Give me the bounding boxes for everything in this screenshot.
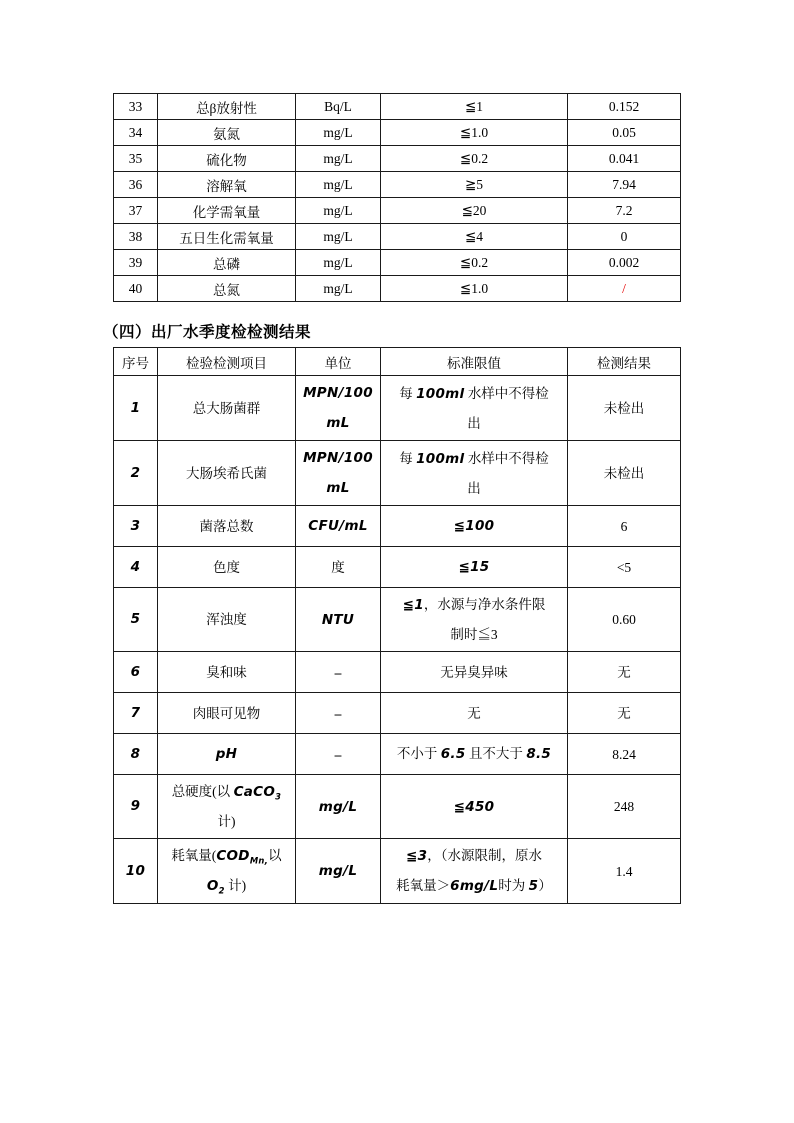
table-row <box>114 441 681 506</box>
cell-limit: ≦1，水源与净水条件限 制时≦3 <box>381 588 568 652</box>
cell-result: 未检出 <box>568 376 681 441</box>
cell-result: / <box>568 276 681 302</box>
cell-item: 总磷 <box>158 250 296 276</box>
cell-unit: – <box>296 652 381 693</box>
cell-unit: – <box>296 693 381 734</box>
table-row <box>114 588 681 652</box>
cell-item: 溶解氧 <box>158 172 296 198</box>
cell-unit: mg/L <box>296 120 381 146</box>
column-header-item: 检验检测项目 <box>158 348 296 376</box>
cell-limit: ≦15 <box>381 547 568 588</box>
cell-result: 0 <box>568 224 681 250</box>
cell-item: 臭和味 <box>158 652 296 693</box>
table-row <box>114 120 681 146</box>
cell-unit: mg/L <box>296 172 381 198</box>
table-row <box>114 172 681 198</box>
cell-item: 总β放射性 <box>158 94 296 120</box>
table-row <box>114 693 681 734</box>
column-header-unit: 单位 <box>296 348 381 376</box>
cell-limit: 不小于 6.5 且不大于 8.5 <box>381 734 568 775</box>
cell-unit: CFU/mL <box>296 506 381 547</box>
cell-no: 8 <box>114 734 158 775</box>
cell-unit: mg/L <box>296 276 381 302</box>
table-row <box>114 224 681 250</box>
cell-limit: 每 100ml 水样中不得检 出 <box>381 441 568 506</box>
cell-item: 耗氧量($COD_{Mn,}$以 $O_2$ 计) <box>158 839 296 904</box>
table-row <box>114 506 681 547</box>
cell-item: 化学需氧量 <box>158 198 296 224</box>
cell-unit: 度 <box>296 547 381 588</box>
cell-no: 6 <box>114 652 158 693</box>
cell-unit: mg/L <box>296 250 381 276</box>
cell-result: 0.05 <box>568 120 681 146</box>
cell-item: 硫化物 <box>158 146 296 172</box>
cell-limit: 无 <box>381 693 568 734</box>
cell-no: 34 <box>114 120 158 146</box>
cell-limit: ≦450 <box>381 775 568 839</box>
cell-limit: ≦3，（水源限制，原水 耗氧量＞6mg/L时为 5） <box>381 839 568 904</box>
table-row <box>114 734 681 775</box>
table-row <box>114 775 681 839</box>
cell-no: 2 <box>114 441 158 506</box>
table-row <box>114 652 681 693</box>
cell-unit: mg/L <box>296 775 381 839</box>
cell-no: 3 <box>114 506 158 547</box>
cell-no: 1 <box>114 376 158 441</box>
cell-item: 总大肠菌群 <box>158 376 296 441</box>
cell-limit: ≦0.2 <box>381 146 568 172</box>
cell-result: 1.4 <box>568 839 681 904</box>
table-header-row <box>114 348 681 376</box>
cell-result: <5 <box>568 547 681 588</box>
cell-unit: NTU <box>296 588 381 652</box>
cell-unit: – <box>296 734 381 775</box>
cell-limit: ≦100 <box>381 506 568 547</box>
table-row <box>114 94 681 120</box>
cell-result: 7.2 <box>568 198 681 224</box>
table-row <box>114 376 681 441</box>
column-header-limit: 标准限值 <box>381 348 568 376</box>
cell-no: 39 <box>114 250 158 276</box>
cell-unit: Bq/L <box>296 94 381 120</box>
cell-unit: mg/L <box>296 839 381 904</box>
cell-no: 37 <box>114 198 158 224</box>
cell-no: 35 <box>114 146 158 172</box>
cell-item: 浑浊度 <box>158 588 296 652</box>
cell-limit: 无异臭异味 <box>381 652 568 693</box>
cell-result: 未检出 <box>568 441 681 506</box>
cell-no: 7 <box>114 693 158 734</box>
cell-result: 6 <box>568 506 681 547</box>
cell-result: 无 <box>568 652 681 693</box>
column-header-no: 序号 <box>114 348 158 376</box>
cell-unit: mg/L <box>296 198 381 224</box>
table-row <box>114 250 681 276</box>
cell-result: 无 <box>568 693 681 734</box>
cell-no: 40 <box>114 276 158 302</box>
cell-result: 8.24 <box>568 734 681 775</box>
cell-result: 0.041 <box>568 146 681 172</box>
cell-no: 9 <box>114 775 158 839</box>
cell-unit: MPN/100 mL <box>296 441 381 506</box>
cell-item: 大肠埃希氏菌 <box>158 441 296 506</box>
cell-item: 肉眼可见物 <box>158 693 296 734</box>
column-header-result: 检测结果 <box>568 348 681 376</box>
cell-limit: ≦1.0 <box>381 120 568 146</box>
cell-item: 氨氮 <box>158 120 296 146</box>
cell-result: 0.002 <box>568 250 681 276</box>
cell-item: 菌落总数 <box>158 506 296 547</box>
cell-no: 5 <box>114 588 158 652</box>
quarterly-test-results-table <box>113 347 681 904</box>
cell-unit: mg/L <box>296 224 381 250</box>
cell-unit: MPN/100 mL <box>296 376 381 441</box>
table-row <box>114 839 681 904</box>
section-title: （四）出厂水季度检检测结果 <box>103 324 312 341</box>
table-row <box>114 198 681 224</box>
cell-limit: ≧5 <box>381 172 568 198</box>
cell-item: 总氮 <box>158 276 296 302</box>
table-row <box>114 547 681 588</box>
cell-item: 五日生化需氧量 <box>158 224 296 250</box>
cell-unit: mg/L <box>296 146 381 172</box>
cell-no: 38 <box>114 224 158 250</box>
water-quality-table-items-33-40 <box>113 93 681 302</box>
cell-no: 10 <box>114 839 158 904</box>
cell-result: 0.152 <box>568 94 681 120</box>
cell-limit: ≦0.2 <box>381 250 568 276</box>
cell-result: 248 <box>568 775 681 839</box>
cell-limit: ≦1 <box>381 94 568 120</box>
table-row <box>114 146 681 172</box>
cell-result: 7.94 <box>568 172 681 198</box>
table-row <box>114 276 681 302</box>
cell-no: 4 <box>114 547 158 588</box>
cell-limit: ≦4 <box>381 224 568 250</box>
cell-limit: ≦20 <box>381 198 568 224</box>
cell-item: 总硬度(以 CaCO$_3$ 计) <box>158 775 296 839</box>
cell-result: 0.60 <box>568 588 681 652</box>
cell-limit: ≦1.0 <box>381 276 568 302</box>
cell-no: 33 <box>114 94 158 120</box>
cell-limit: 每 100ml 水样中不得检 出 <box>381 376 568 441</box>
cell-item: pH <box>158 734 296 775</box>
cell-item: 色度 <box>158 547 296 588</box>
cell-no: 36 <box>114 172 158 198</box>
